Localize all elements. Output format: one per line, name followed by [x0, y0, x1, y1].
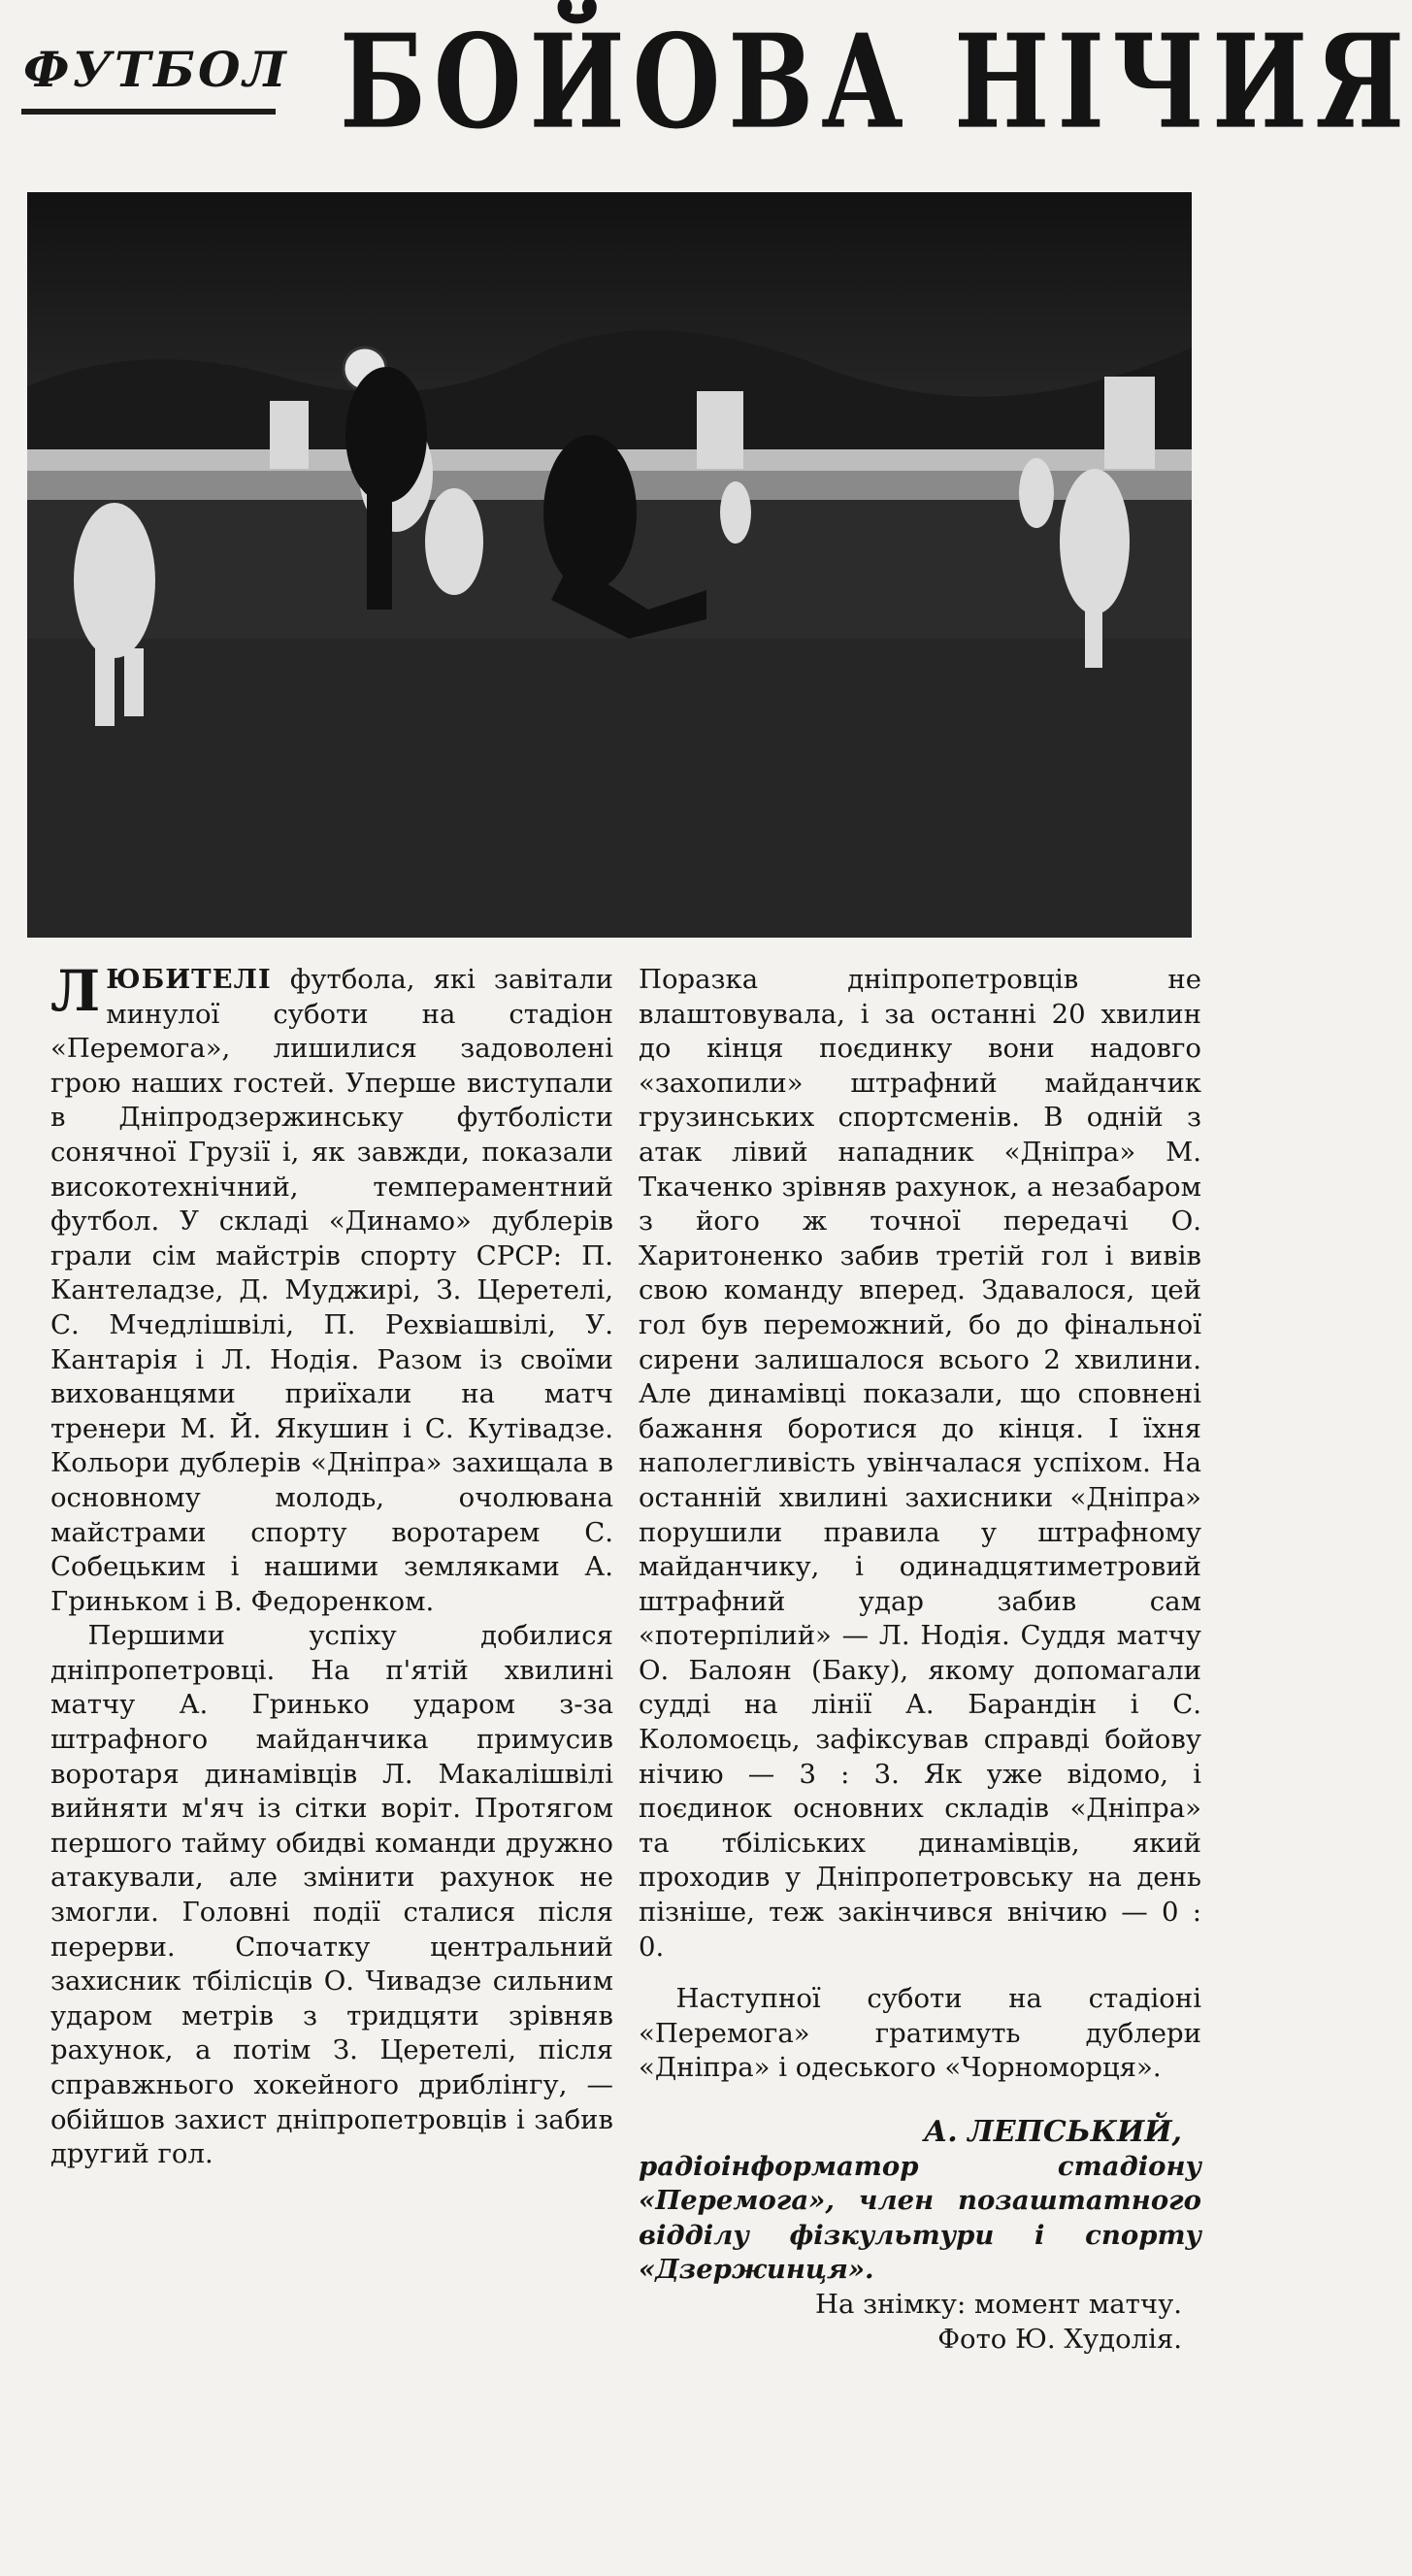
article-column-left [50, 958, 613, 2172]
article-paragraph-2: Першими успіху добилися дніпропетровці. На п'ятій хвилині матчу А. Гринько ударом з-за штрафного майданчика примусив воротаря динамівців Л. Макалішвілі вийняти м'яч із сітки воріт. Протягом першого тайму обидві команди дружно атакували, але змінити рахунок не змогли. Головні події сталися після перерви. Спочатку центральний захисник тбілісців О. Чивадзе сильним ударом метрів з тридцяти зрівняв рахунок, а потім З. Церетелі, після справжнього хокейного дриблінгу, — обійшов захист дніпропетровців і забив другий гол. [50, 1620, 613, 2170]
article-paragraph-4: Наступної суботи на стадіоні «Перемога» гратимуть дублери «Дніпра» і одеського «Чорноморця». [639, 1983, 1201, 2084]
article-paragraph-3: Поразка дніпропетровців не влаштовувала, і за останні 20 хвилин до кінця поєдинку вони надовго «захопили» штрафний майданчик грузинських спортсменів. В одній з атак лівий нападник «Дніпра» М. Ткаченко зрівняв рахунок, а незабаром з його ж точної передачі О. Харитоненко забив третій гол і вивів свою команду вперед. Здавалося, цей гол був переможний, бо до фінальної сирени залишалося всього 2 хвилини. Але динамівці показали, що сповнені бажання боротися до кінця. І їхня наполегливість увінчалася успіхом. На останній хвилині захисники «Дніпра» порушили правила у штрафному майданчику, і одинадцятиметровий штрафний удар забив сам «потерпілий» — Л. Нодія. Суддя матчу О. Балоян (Баку), якому допомагали судді на лінії А. Барандін і С. Коломоєць, зафіксував справді бойову нічию — 3 : 3. Як уже відомо, і поєдинок основних складів «Дніпра» та тбіліських динамівців, який проходив у Дніпропетровську на день пізніше, теж закінчився внічию — 0 : 0. [639, 964, 1201, 1963]
photo-credit: Фото Ю. Худолія. [937, 2323, 1182, 2355]
author-name: А. ЛЕПСЬКИЙ, [923, 2115, 1182, 2149]
match-photo-image [27, 192, 1192, 938]
lead-word: ЮБИТЕЛІ [106, 964, 272, 995]
headline: БОЙОВА НІЧИЯ [340, 5, 1412, 158]
article-paragraph-1 [50, 958, 613, 1619]
drop-cap: Л [50, 958, 101, 1024]
match-photo [27, 192, 1192, 938]
article-column-right [639, 963, 1201, 2357]
paragraph-1-text: футбола, які завітали минулої суботи на стадіон «Перемога», лишилися задоволені грою наших гостей. Уперше виступали в Дніпродзержинську футболісти сонячної Грузії і, як завжди, показали високотехнічний, темпераментний футбол. У складі «Динамо» дублерів грали сім майстрів спорту СРСР: П. Кантеладзе, Д. Муджирі, З. Церетелі, С. Мчедлішвілі, П. Рехвіашвілі, У. Кантарія і Л. Нодія. Разом із своїми вихованцями приїхали на матч тренери М. Й. Якушин і С. Кутівадзе. Кольори дублерів «Дніпра» захищала в основному молодь, очолювана майстрами спорту воротарем С. Собецьким і нашими земляками А. Гриньком і В. Федоренком. [50, 964, 613, 1617]
author-role: радіоінформатор стадіону «Перемога», член позаштатного відділу фізкультури і спорту «Дзержинця». [639, 2150, 1201, 2286]
photo-caption: На знімку: момент матчу. [814, 2288, 1182, 2320]
rubric-underline [21, 109, 276, 115]
section-rubric: ФУТБОЛ [23, 41, 289, 98]
